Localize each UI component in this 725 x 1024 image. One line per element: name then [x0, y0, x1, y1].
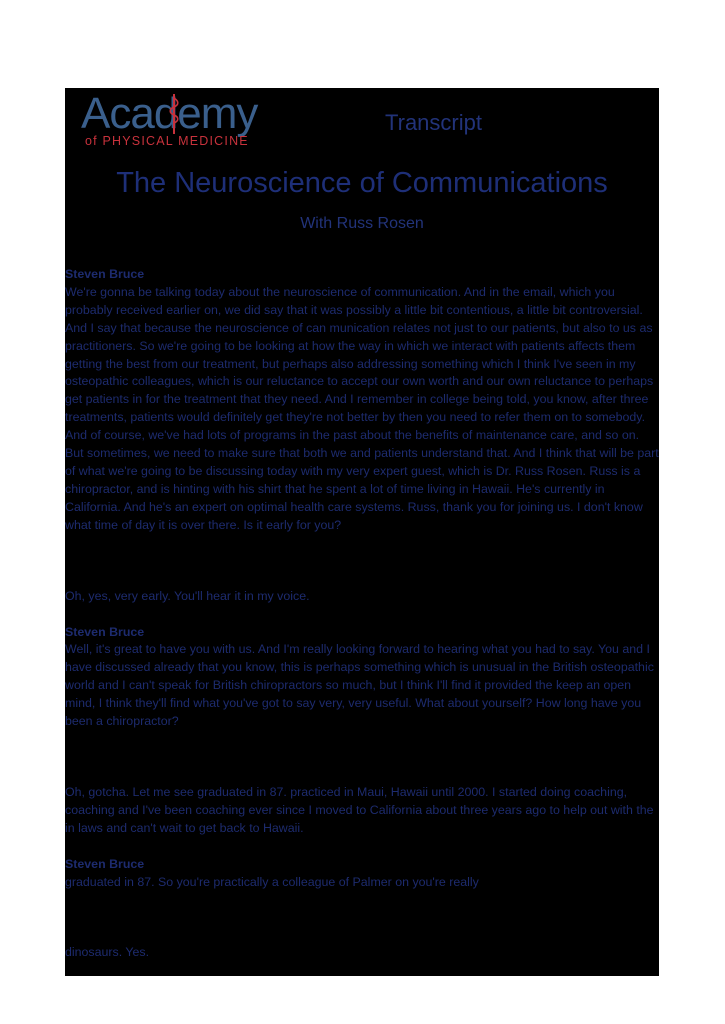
speaker-name: Steven Bruce	[65, 267, 145, 281]
rod-of-asclepius-icon	[167, 92, 181, 136]
speaker-name: Steven Bruce	[65, 624, 145, 639]
transcript-paragraph: Oh, yes, very early. You'll hear it in my voice.	[65, 588, 310, 603]
transcript-paragraph: Well, it's great to have you with us. And I'm really looking forward to hearing what you had to say. You and I have discussed already that you know, this is perhaps something which is unusual in the British osteopathic world and I can't speak for British chiropractors so much, but I think I'll find it provided the keep an open mind, I think they'll find what you've got to say very, very useful. What about yourself? How long have you been a chiropractor?	[65, 642, 654, 729]
document-page	[65, 88, 659, 976]
transcript-paragraph: We're gonna be talking today about the neuroscience of communication. And in the email, which you probably received earlier on, we did say that it was possibly a little bit contentious, a little bit controversial. And I say that because the neuroscience of can munication relates not just to our patients, but also to us as practitioners. So we're going to be looking at how the way in which we interact with patients affects them getting the best from our treatment, but perhaps also addressing something which I think I've seen in my osteopathic colleagues, which is our reluctance to accept our own worth and our own reluctance to perhaps get patients in for the treatment that they need. And I remember in college being told, you know, after three treatments, patients would definitely get they're not better by then you need to refer them on to somebody. And of course, we've had lots of programs in the past about the benefits of maintenance care, and so on. But sometimes, we need to make sure that both we and patients understand that. And I think that will be part of what we're going to be discussing today with my very expert guest, which is Dr. Russ Rosen. Russ is a chiropractor, and is hinting with his shirt that he spent a lot of time living in Hawaii. He's currently in California. And he's an expert on optimal health care systems. Russ, thank you for joining us. I don't know what time of day it is over there. Is it early for you?	[65, 284, 659, 532]
speaker-name: Steven Bruce	[65, 856, 145, 871]
academy-logo	[81, 89, 271, 152]
transcript-paragraph: graduated in 87. So you're practically a colleague of Palmer on you're really	[65, 874, 479, 889]
transcript-paragraph: Oh, gotcha. Let me see graduated in 87. practiced in Maui, Hawaii until 2000. I started doing coaching, coaching and I've been coaching ever since I moved to California about three years ago to help out with the in laws and can't wait to get back to Hawaii.	[65, 784, 654, 835]
transcript-label: Transcript	[385, 110, 482, 135]
transcript-paragraph: dinosaurs. Yes.	[65, 945, 150, 960]
logo-wordmark: Academy	[81, 89, 258, 138]
page-subtitle: With Russ Rosen	[300, 215, 424, 232]
transcript-body	[65, 266, 659, 962]
logo-subtitle: of PHYSICAL MEDICINE	[85, 134, 249, 148]
page-title: The Neuroscience of Communications	[116, 167, 608, 199]
